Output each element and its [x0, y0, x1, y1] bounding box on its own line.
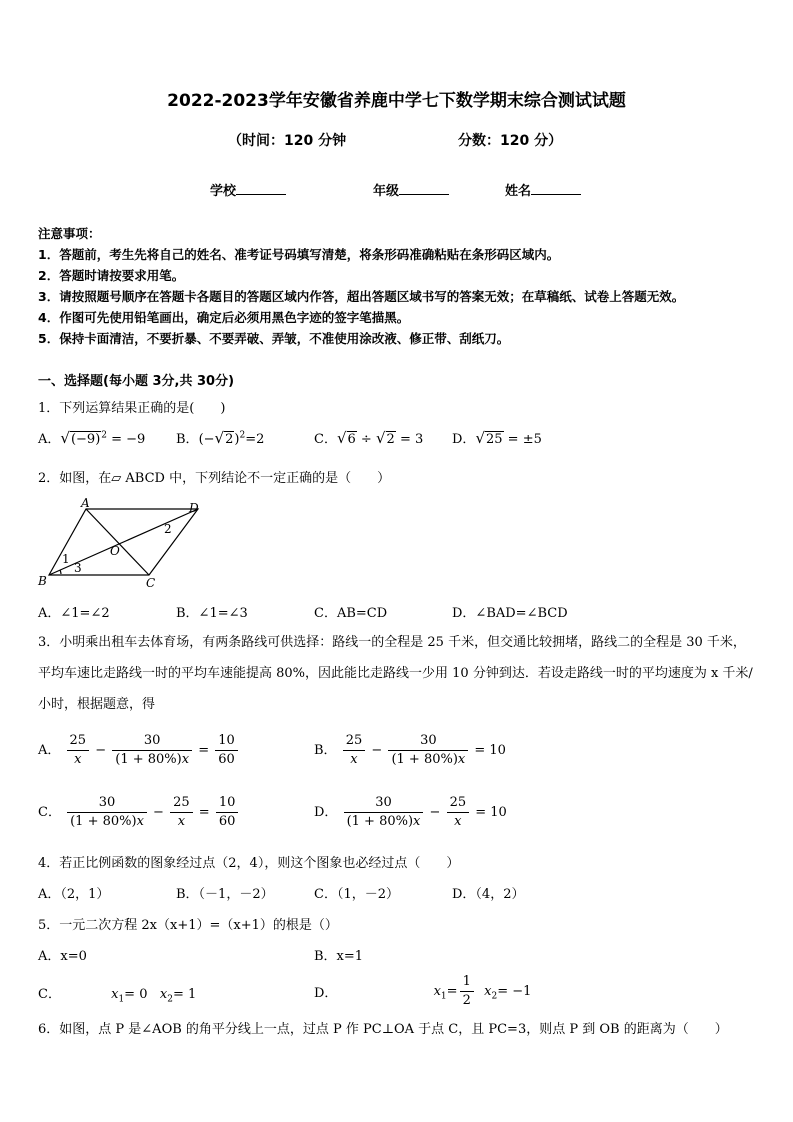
- label-a: A: [81, 497, 90, 510]
- q2-option-b: B．∠1=∠3: [176, 606, 248, 621]
- question-6-stem: 6．如图，点 P 是∠AOB 的角平分线上一点，过点 P 作 PC⊥OA 于点 C，且 PC=3，则点 P 到 OB 的距离为（ ）: [38, 1022, 728, 1037]
- notice-item: 1．答题前，考生先将自己的姓名、准考证号码填写清楚，将条形码准确粘贴在条形码区域内。: [38, 247, 560, 262]
- sqrt-symbol-icon: √: [336, 429, 347, 447]
- q4-option-a: A．（2，1）: [38, 887, 110, 902]
- label-b: B: [38, 574, 47, 588]
- q5-option-b: B．x=1: [314, 949, 364, 964]
- q4-option-c: C．（1，－2）: [314, 887, 399, 902]
- q4-option-d: D．（4，2）: [452, 887, 525, 902]
- q3-option-d: D． $\frac{30}{(1 + 80\%)x}$ − $\frac{25}{x}$ = 10: [314, 795, 507, 829]
- question-1-stem: 1．下列运算结果正确的是( ): [38, 401, 226, 416]
- name-label: 姓名: [505, 184, 532, 199]
- score-label: 分数：120 分）: [458, 133, 563, 149]
- notice-item: 5．保持卡面清洁，不要折暴、不要弄破、弄皱，不准使用涂改液、修正带、刮纸刀。: [38, 331, 510, 346]
- q3-option-c: C． $\frac{30}{(1 + 80\%)x}$ − $\frac{25}{x}$ = $\frac{10}{60}$: [38, 794, 240, 831]
- name-blank: [531, 182, 581, 195]
- school-blank: [236, 182, 286, 195]
- q4-option-b: B．（－1，－2）: [176, 887, 274, 902]
- parallelogram-figure: [34, 497, 214, 589]
- q2-option-d: D．∠BAD=∠BCD: [452, 606, 568, 621]
- sqrt-symbol-icon: √: [214, 429, 225, 447]
- question-2-stem: 2．如图，在▱ ABCD 中，下列结论不一定正确的是（ ）: [38, 471, 391, 486]
- sqrt-symbol-icon: √: [60, 429, 70, 447]
- name-field: [505, 180, 581, 199]
- sqrt-symbol-icon: √: [375, 429, 386, 447]
- question-4-stem: 4．若正比例函数的图象经过点（2，4），则这个图象也必经过点（ ）: [38, 856, 460, 871]
- notice-heading: 注意事项：: [38, 226, 101, 241]
- q5-option-d: D． $x_1=$ $\frac{1}{2}$ $x_2= -1$: [314, 974, 532, 1008]
- grade-blank: [399, 182, 449, 195]
- diagonal-bd: [49, 509, 198, 575]
- notice-item: 4．作图可先使用铅笔画出，确定后必须用黑色字迹的签字笔描黑。: [38, 310, 410, 325]
- angle-arc: [60, 570, 61, 574]
- q3-option-a: A． $\frac{25}{x}$ − $\frac{30}{(1 + 80\%)x}$ = $\frac{10}{60}$: [38, 732, 240, 769]
- angle-3-label: 3: [74, 561, 82, 575]
- q5-option-a: A．x=0: [38, 949, 87, 964]
- notice-item: 3．请按照题号顺序在答题卡各题目的答题区域内作答，超出答题区域书写的答案无效；在草稿纸、试卷上答题无效。: [38, 289, 685, 304]
- label-c: C: [146, 576, 156, 589]
- q1-option-c: C．√6 ÷ √2 = 3: [314, 429, 424, 447]
- angle-2-label: 2: [164, 522, 172, 536]
- q1-option-d: D．√25 = ±5: [452, 429, 542, 447]
- q2-option-a: A．∠1=∠2: [38, 606, 110, 621]
- q5-option-c: C． $x_1= 0$ $x_2= 1$: [38, 987, 197, 1005]
- time-label: （时间：120 分钟: [228, 133, 347, 149]
- q3-option-b: B． $\frac{25}{x}$ − $\frac{30}{(1 + 80\%)x}$ = 10: [314, 733, 506, 767]
- angle-1-label: 1: [62, 552, 70, 566]
- q1-option-b: B．$(-√2)^2=2$: [176, 429, 265, 447]
- grade-label: 年级: [373, 184, 400, 199]
- school-label: 学校: [210, 184, 237, 199]
- page-title: 2022-2023学年安徽省养鹿中学七下数学期末综合测试试题: [167, 91, 626, 111]
- school-field: [210, 180, 286, 199]
- question-3-stem: 3．小明乘出租车去体育场，有两条路线可供选择：路线一的全程是 25 千米，但交通比较拥堵，路线二的全程是 30 千米，平均车速比走路线一时的平均车速能提高 80%，因此能比走路线一少用 10 分钟到达．若设走路线一时的平均速度为 x 千米/小时，根据题意，得: [38, 635, 753, 712]
- section-heading: 一、选择题(每小题 3分,共 30分): [38, 374, 235, 389]
- sqrt-symbol-icon: √: [475, 429, 485, 447]
- notice-item: 2．答题时请按要求用笔。: [38, 268, 185, 283]
- label-d: D: [189, 501, 199, 515]
- q1-option-a: A．$√(-9)^2 = -9$: [38, 429, 146, 447]
- diagonal-ac: [86, 509, 149, 575]
- grade-field: [373, 180, 449, 199]
- q2-option-c: C．AB=CD: [314, 606, 388, 621]
- question-5-stem: 5．一元二次方程 2x（x+1）=（x+1）的根是（）: [38, 918, 338, 933]
- label-o: O: [110, 544, 120, 558]
